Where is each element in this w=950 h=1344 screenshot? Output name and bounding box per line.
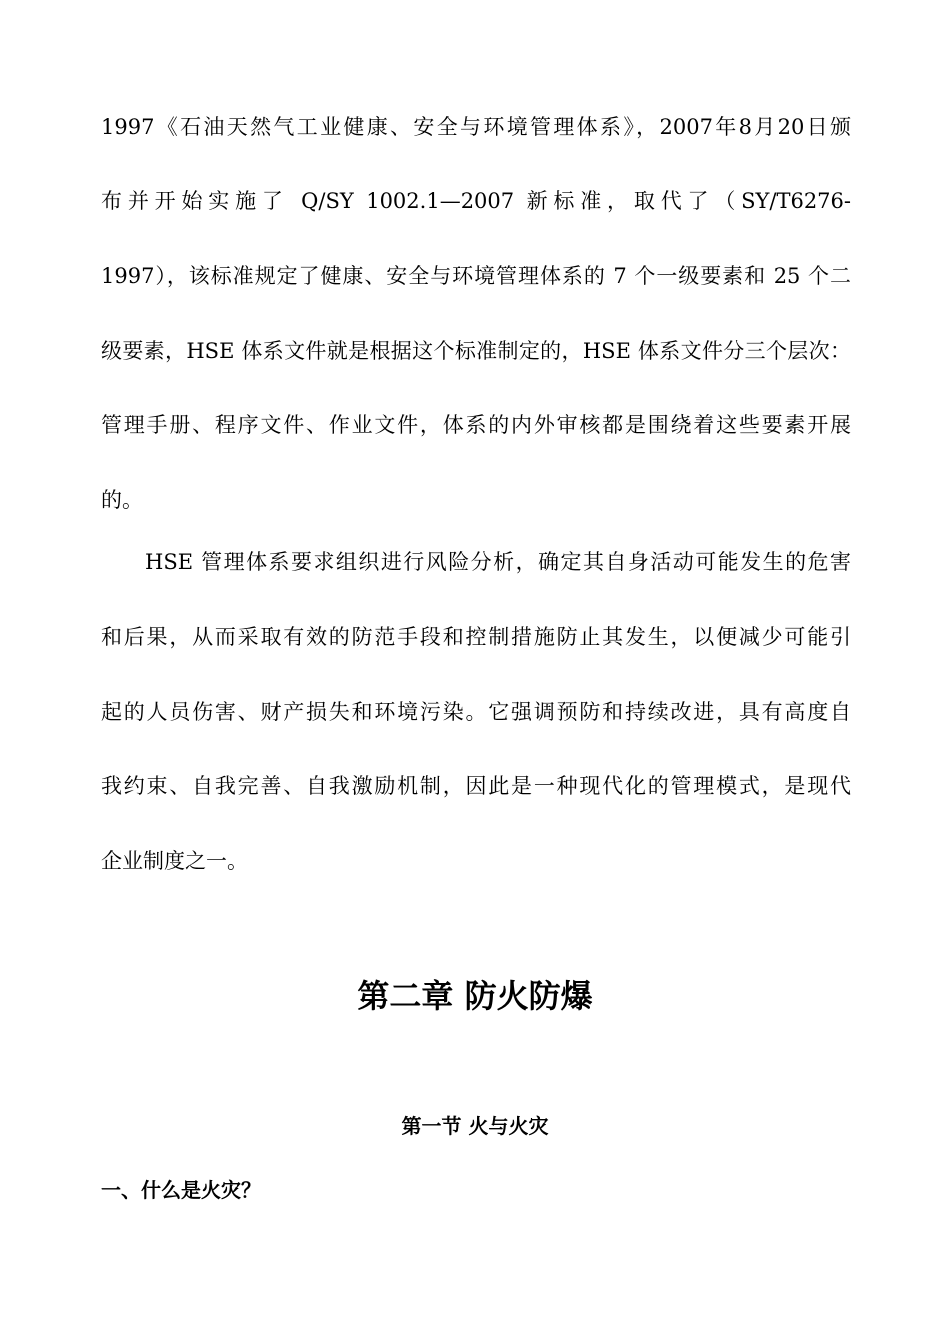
paragraph-2-line-2: 和后果，从而采取有效的防范手段和控制措施防止其发生，以便减少可能引 xyxy=(101,625,851,649)
sub-heading: 一、什么是火灾？ xyxy=(101,1178,261,1202)
paragraph-1-line-6: 的。 xyxy=(101,488,143,512)
paragraph-1-line-4: 级要素，HSE 体系文件就是根据这个标准制定的，HSE 体系文件分三个层次： xyxy=(101,339,851,363)
chapter-title: 第二章 防火防爆 xyxy=(357,977,593,1015)
paragraph-1-line-5: 管理手册、程序文件、作业文件，体系的内外审核都是围绕着这些要素开展 xyxy=(101,413,851,437)
paragraph-2-line-4: 我约束、自我完善、自我激励机制，因此是一种现代化的管理模式，是现代 xyxy=(101,774,851,798)
paragraph-2-line-1: HSE 管理体系要求组织进行风险分析，确定其自身活动可能发生的危害 xyxy=(145,550,851,574)
section-title: 第一节 火与火灾 xyxy=(401,1114,549,1138)
paragraph-1-line-3: 1997），该标准规定了健康、安全与环境管理体系的 7 个一级要素和 25 个二 xyxy=(101,264,851,288)
paragraph-1-line-1: 1997《石油天然气工业健康、安全与环境管理体系》，2007年8月20日颁 xyxy=(101,115,851,139)
paragraph-1-line-2: 布并开始实施了 Q/SY 1002.1—2007 新标准，取代了（SY/T6276- xyxy=(101,189,851,213)
paragraph-2-line-3: 起的人员伤害、财产损失和环境污染。它强调预防和持续改进，具有高度自 xyxy=(101,700,851,724)
paragraph-2-line-5: 企业制度之一。 xyxy=(101,849,248,873)
